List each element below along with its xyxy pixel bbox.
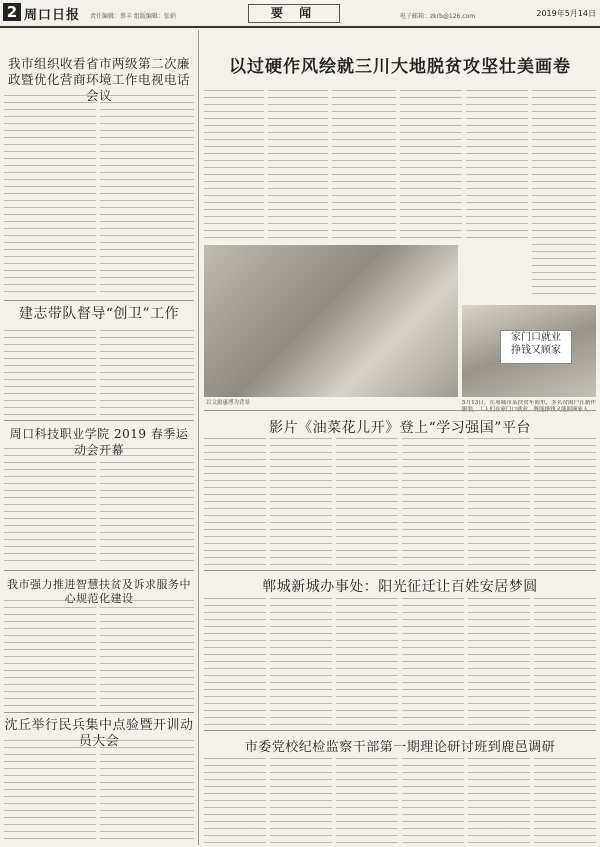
article-title-militia: 沈丘举行民兵集中点验暨开训动员大会 — [4, 718, 194, 749]
photo-caption: 以文旅惠博为背景 — [206, 400, 251, 406]
article-body — [100, 740, 194, 844]
article-body — [4, 600, 96, 708]
article-body — [402, 598, 464, 726]
article-body — [100, 95, 194, 295]
column-divider — [198, 30, 199, 845]
article-body — [468, 598, 530, 726]
article-title-poverty-service: 我市强力推进智慧扶贫及诉求服务中心规范化建设 — [7, 578, 191, 605]
film-headline: 影片《油菜花儿开》登上“学习强国”平台 — [269, 420, 531, 436]
article-body — [270, 438, 332, 566]
article-body — [336, 598, 398, 726]
article-body — [268, 90, 328, 240]
section-title: 要 闻 — [248, 4, 340, 23]
editor-info: 责任编辑：蔡丰 组版编辑：张娟 — [90, 13, 176, 20]
article-body — [468, 438, 530, 566]
article-body — [402, 758, 464, 844]
article-body — [204, 598, 266, 726]
inset-title-2: 挣钱又顾家 — [511, 345, 561, 356]
article-title-video-meeting: 我市组织收看省市两级第二次廉政暨优化营商环境工作电视电话会议 — [7, 56, 190, 103]
article-body — [400, 90, 462, 240]
article-body — [100, 330, 194, 415]
inset-caption: 5月13日，在项城市某扶贫车间里，多名贫困户在制作 — [462, 400, 596, 406]
article-body — [332, 90, 396, 240]
divider — [4, 712, 194, 713]
main-headline: 以过硬作风绘就三川大地脱贫攻坚壮美画卷 — [229, 57, 571, 77]
article-body — [466, 90, 528, 240]
inset-box — [500, 330, 572, 364]
article-body — [204, 438, 266, 566]
paper-name: 周口日报 — [24, 8, 81, 23]
article-body — [100, 600, 194, 708]
divider — [4, 570, 194, 571]
article-body — [468, 758, 530, 844]
issue-date: 2019年5月14日 — [536, 9, 596, 18]
divider — [204, 730, 596, 731]
divider — [204, 410, 596, 411]
article-body — [534, 758, 596, 844]
inset-title-1: 家门口就业 — [511, 332, 561, 343]
article-body — [100, 448, 194, 566]
news-photo-sewing-workshop — [204, 245, 458, 397]
discipline-headline: 市委党校纪检监察干部第一期理论研讨班到鹿邑调研 — [244, 740, 556, 755]
divider — [4, 300, 194, 301]
article-body — [204, 90, 264, 240]
article-body — [534, 438, 596, 566]
divider — [204, 570, 596, 571]
page-number: 2 — [3, 3, 21, 21]
district-headline: 郸城新城办事处：阳光征迁让百姓安居梦圆 — [262, 579, 538, 595]
email-info: 电子邮箱：zkrb@126.com — [400, 13, 476, 20]
article-body — [534, 598, 596, 726]
article-body — [4, 740, 96, 844]
article-body — [4, 95, 96, 295]
article-body — [402, 438, 464, 566]
article-body — [4, 330, 96, 415]
article-body — [336, 438, 398, 566]
article-body — [532, 90, 596, 300]
article-body — [4, 448, 96, 566]
article-title-inspection: 建志带队督导“创卫”工作 — [18, 306, 180, 322]
article-body — [204, 758, 266, 844]
article-body — [336, 758, 398, 844]
article-body — [270, 598, 332, 726]
article-body — [270, 758, 332, 844]
divider — [4, 420, 194, 421]
article-title-sports-meeting: 周口科技职业学院 2019 春季运动会开幕 — [9, 427, 189, 457]
